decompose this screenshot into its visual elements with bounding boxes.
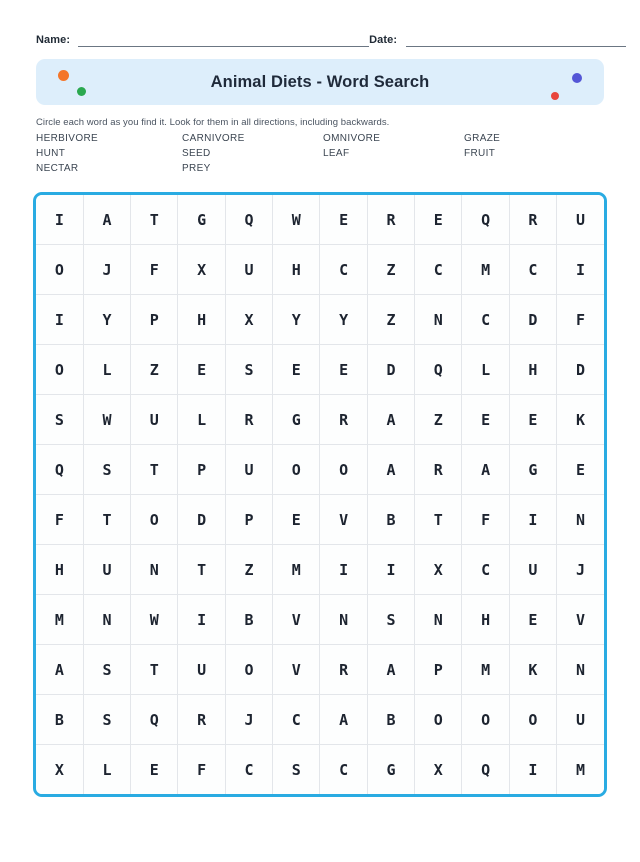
grid-cell[interactable]: X [36, 745, 83, 795]
grid-cell[interactable]: M [557, 745, 604, 795]
grid-cell[interactable]: O [131, 495, 178, 545]
grid-cell[interactable]: U [83, 545, 130, 595]
grid-cell[interactable]: T [178, 545, 225, 595]
grid-cell[interactable]: F [178, 745, 225, 795]
grid-cell[interactable]: P [178, 445, 225, 495]
name-date-row [0, 33, 640, 47]
grid-cell[interactable]: T [415, 495, 462, 545]
grid-cell[interactable]: E [462, 395, 509, 445]
grid-cell[interactable]: A [367, 645, 414, 695]
grid-cell[interactable]: I [36, 295, 83, 345]
grid-cell[interactable]: R [320, 395, 367, 445]
grid-cell[interactable]: Q [131, 695, 178, 745]
grid-cell[interactable]: B [225, 595, 272, 645]
word-list [36, 133, 604, 174]
grid-cell[interactable]: F [557, 295, 604, 345]
name-input-line[interactable] [78, 33, 369, 47]
grid-cell[interactable]: Z [367, 245, 414, 295]
grid-cell[interactable]: F [462, 495, 509, 545]
grid-cell[interactable]: E [509, 395, 556, 445]
grid-cell[interactable]: M [273, 545, 320, 595]
grid-cell[interactable]: W [273, 195, 320, 245]
grid-row [36, 445, 604, 495]
worksheet-page [0, 33, 640, 862]
green-dot-icon [77, 87, 86, 96]
grid-cell[interactable]: W [131, 595, 178, 645]
grid-cell[interactable]: U [178, 645, 225, 695]
grid-cell[interactable]: X [415, 545, 462, 595]
grid-cell[interactable]: Z [225, 545, 272, 595]
grid-cell[interactable]: M [462, 245, 509, 295]
grid-row [36, 295, 604, 345]
grid-cell[interactable]: C [509, 245, 556, 295]
grid-cell[interactable]: M [462, 645, 509, 695]
grid-cell[interactable]: O [320, 445, 367, 495]
grid-cell[interactable]: I [178, 595, 225, 645]
grid-cell[interactable]: L [178, 395, 225, 445]
date-label: Date: [369, 34, 398, 46]
grid-cell[interactable]: Q [462, 745, 509, 795]
grid-cell[interactable]: I [557, 245, 604, 295]
grid-cell[interactable]: E [509, 595, 556, 645]
grid-cell[interactable]: E [178, 345, 225, 395]
grid-row [36, 645, 604, 695]
word-list-item[interactable]: LEAF [323, 148, 350, 159]
orange-dot-icon [58, 70, 69, 81]
grid-cell[interactable]: A [462, 445, 509, 495]
grid-cell[interactable]: I [320, 545, 367, 595]
grid-cell[interactable]: C [320, 745, 367, 795]
grid-row [36, 345, 604, 395]
grid-cell[interactable]: S [273, 745, 320, 795]
grid-cell[interactable]: P [415, 645, 462, 695]
grid-cell[interactable]: C [225, 745, 272, 795]
grid-cell[interactable]: H [462, 595, 509, 645]
grid-cell[interactable]: N [557, 645, 604, 695]
grid-cell[interactable]: A [320, 695, 367, 745]
grid-cell[interactable]: T [131, 195, 178, 245]
grid-cell[interactable]: R [320, 645, 367, 695]
grid-cell[interactable]: S [225, 345, 272, 395]
grid-cell[interactable]: V [273, 595, 320, 645]
word-search-grid-body [36, 195, 604, 794]
grid-cell[interactable]: E [131, 745, 178, 795]
grid-cell[interactable]: V [273, 645, 320, 695]
grid-cell[interactable]: P [225, 495, 272, 545]
grid-cell[interactable]: C [273, 695, 320, 745]
grid-cell[interactable]: Z [131, 345, 178, 395]
grid-cell[interactable]: H [509, 345, 556, 395]
word-list-item[interactable]: NECTAR [36, 163, 79, 174]
grid-cell[interactable]: X [415, 745, 462, 795]
grid-cell[interactable]: O [462, 695, 509, 745]
word-search-grid [36, 195, 604, 794]
grid-cell[interactable]: G [367, 745, 414, 795]
grid-cell[interactable]: N [83, 595, 130, 645]
blue-dot-icon [572, 73, 582, 83]
grid-cell[interactable]: T [83, 495, 130, 545]
grid-cell[interactable]: L [83, 345, 130, 395]
grid-cell[interactable]: S [83, 445, 130, 495]
grid-cell[interactable]: E [273, 495, 320, 545]
date-field-group [369, 33, 626, 47]
grid-cell[interactable]: D [509, 295, 556, 345]
grid-cell[interactable]: Q [225, 195, 272, 245]
grid-row [36, 595, 604, 645]
grid-cell[interactable]: J [557, 545, 604, 595]
grid-cell[interactable]: F [36, 495, 83, 545]
grid-cell[interactable]: X [178, 245, 225, 295]
grid-cell[interactable]: X [225, 295, 272, 345]
title-banner [36, 59, 604, 105]
grid-cell[interactable]: O [273, 445, 320, 495]
grid-cell[interactable]: A [367, 395, 414, 445]
grid-cell[interactable]: B [36, 695, 83, 745]
grid-cell[interactable]: O [225, 645, 272, 695]
grid-cell[interactable]: K [557, 395, 604, 445]
word-list-item[interactable]: PREY [182, 163, 211, 174]
grid-cell[interactable]: Q [36, 445, 83, 495]
grid-cell[interactable]: I [367, 545, 414, 595]
grid-cell[interactable]: O [36, 245, 83, 295]
grid-cell[interactable]: Y [320, 295, 367, 345]
grid-row [36, 395, 604, 445]
grid-cell[interactable]: S [83, 645, 130, 695]
grid-cell[interactable]: L [462, 345, 509, 395]
grid-cell[interactable]: O [415, 695, 462, 745]
grid-row [36, 745, 604, 795]
grid-cell[interactable]: R [509, 195, 556, 245]
grid-cell[interactable]: U [509, 545, 556, 595]
grid-cell[interactable]: M [36, 595, 83, 645]
grid-cell[interactable]: I [36, 195, 83, 245]
grid-cell[interactable]: G [178, 195, 225, 245]
grid-cell[interactable]: A [83, 195, 130, 245]
grid-cell[interactable]: R [225, 395, 272, 445]
grid-cell[interactable]: Z [367, 295, 414, 345]
word-list-item[interactable]: FRUIT [464, 148, 496, 159]
grid-cell[interactable]: E [320, 195, 367, 245]
grid-cell[interactable]: Y [83, 295, 130, 345]
grid-cell[interactable]: G [273, 395, 320, 445]
grid-cell[interactable]: N [557, 495, 604, 545]
grid-cell[interactable]: Y [273, 295, 320, 345]
grid-cell[interactable]: D [367, 345, 414, 395]
grid-cell[interactable]: R [415, 445, 462, 495]
grid-cell[interactable]: Z [415, 395, 462, 445]
grid-cell[interactable]: N [415, 295, 462, 345]
grid-cell[interactable]: N [131, 545, 178, 595]
grid-cell[interactable]: E [320, 345, 367, 395]
word-list-item[interactable]: SEED [182, 148, 211, 159]
grid-cell[interactable]: Q [415, 345, 462, 395]
grid-cell[interactable]: S [83, 695, 130, 745]
word-list-item[interactable]: HUNT [36, 148, 66, 159]
grid-cell[interactable]: U [225, 445, 272, 495]
grid-cell[interactable]: N [415, 595, 462, 645]
red-dot-icon [551, 92, 559, 100]
grid-cell[interactable]: S [367, 595, 414, 645]
grid-cell[interactable]: E [557, 445, 604, 495]
grid-row [36, 545, 604, 595]
grid-cell[interactable]: U [225, 245, 272, 295]
grid-cell[interactable]: F [131, 245, 178, 295]
grid-cell[interactable]: E [273, 345, 320, 395]
grid-cell[interactable]: N [320, 595, 367, 645]
grid-cell[interactable]: J [225, 695, 272, 745]
grid-cell[interactable]: I [509, 745, 556, 795]
grid-row [36, 195, 604, 245]
grid-cell[interactable]: U [131, 395, 178, 445]
grid-row [36, 695, 604, 745]
grid-cell[interactable]: H [36, 545, 83, 595]
grid-cell[interactable]: G [509, 445, 556, 495]
name-field-group [36, 33, 369, 47]
grid-cell[interactable]: D [557, 345, 604, 395]
word-search-grid-container [33, 192, 607, 797]
grid-cell[interactable]: O [36, 345, 83, 395]
grid-cell[interactable]: D [178, 495, 225, 545]
grid-cell[interactable]: R [178, 695, 225, 745]
grid-cell[interactable]: C [462, 545, 509, 595]
grid-cell[interactable]: J [83, 245, 130, 295]
grid-cell[interactable]: W [83, 395, 130, 445]
grid-cell[interactable]: C [415, 245, 462, 295]
name-label: Name: [36, 34, 71, 46]
grid-cell[interactable]: U [557, 195, 604, 245]
grid-cell[interactable]: C [462, 295, 509, 345]
word-list-item[interactable]: HERBIVORE [36, 133, 99, 144]
grid-cell[interactable]: T [131, 645, 178, 695]
grid-cell[interactable]: U [557, 695, 604, 745]
grid-cell[interactable]: A [367, 445, 414, 495]
grid-cell[interactable]: A [36, 645, 83, 695]
grid-cell[interactable]: H [273, 245, 320, 295]
grid-cell[interactable]: R [367, 195, 414, 245]
grid-cell[interactable]: T [131, 445, 178, 495]
grid-cell[interactable]: Q [462, 195, 509, 245]
word-list-item[interactable]: OMNIVORE [323, 133, 381, 144]
instructions-text: Circle each word as you find it. Look for them in all directions, including backwards. [36, 117, 390, 128]
grid-cell[interactable]: O [509, 695, 556, 745]
word-list-item[interactable]: CARNIVORE [182, 133, 245, 144]
grid-row [36, 245, 604, 295]
grid-cell[interactable]: E [415, 195, 462, 245]
grid-cell[interactable]: I [509, 495, 556, 545]
grid-cell[interactable]: H [178, 295, 225, 345]
grid-cell[interactable]: S [36, 395, 83, 445]
grid-cell[interactable]: C [320, 245, 367, 295]
grid-cell[interactable]: V [557, 595, 604, 645]
date-input-line[interactable] [406, 33, 626, 47]
grid-cell[interactable]: V [320, 495, 367, 545]
grid-cell[interactable]: B [367, 695, 414, 745]
page-title: Animal Diets - Word Search [210, 72, 430, 91]
grid-cell[interactable]: K [509, 645, 556, 695]
grid-cell[interactable]: B [367, 495, 414, 545]
grid-cell[interactable]: P [131, 295, 178, 345]
grid-row [36, 495, 604, 545]
word-list-item[interactable]: GRAZE [464, 133, 501, 144]
grid-cell[interactable]: L [83, 745, 130, 795]
